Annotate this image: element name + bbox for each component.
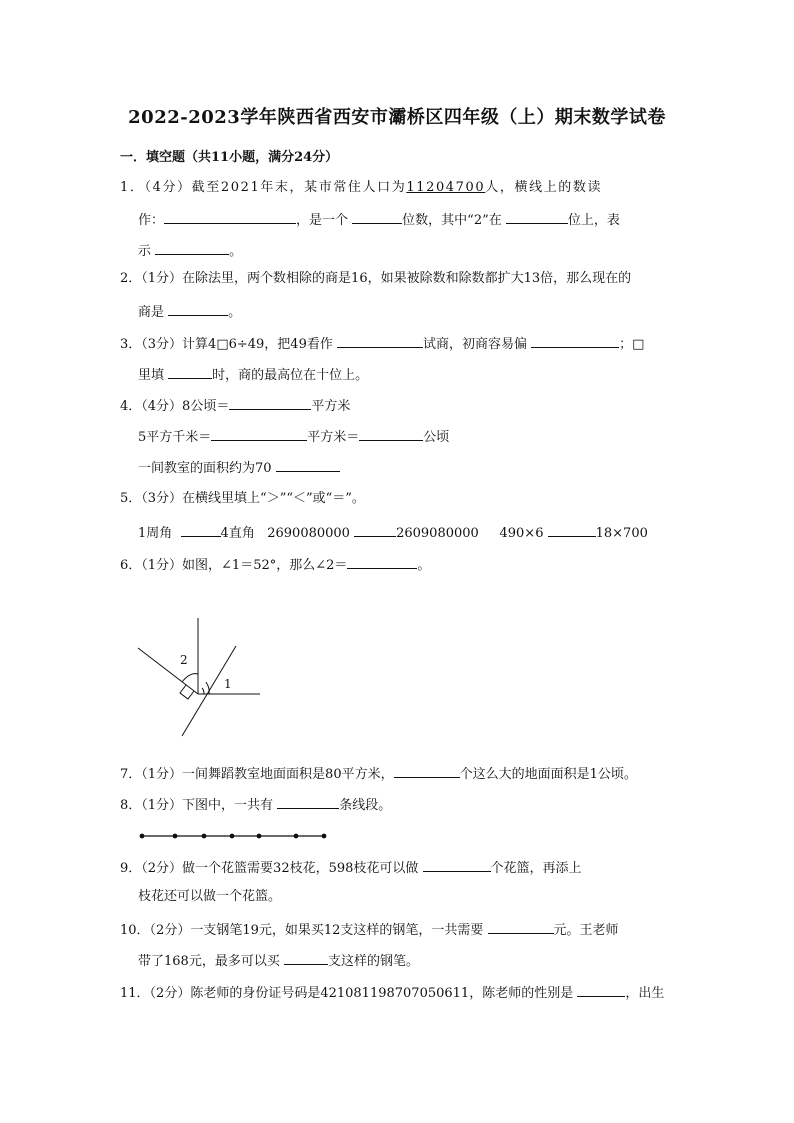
angle1-label: 1 <box>224 677 232 691</box>
q4-text-f: 一间教室的面积约为70 <box>138 461 272 476</box>
q2-blank-quotient[interactable] <box>168 301 228 316</box>
q11-line1 <box>120 982 664 1003</box>
angle2-label: 2 <box>180 653 188 667</box>
angle2-arc <box>182 674 198 682</box>
angle1-arc <box>206 682 209 694</box>
exam-title: 2022-2023学年陕西省西安市灞桥区四年级（上）期末数学试卷 <box>128 107 666 128</box>
q5-item2-left: 2690080000 <box>267 526 350 541</box>
q8-line1 <box>120 794 391 815</box>
right-angle-mark <box>180 685 194 699</box>
q1-line1 <box>120 179 602 197</box>
q10-text-b: 元。王老师 <box>553 923 619 938</box>
angle-diagram <box>130 612 270 742</box>
segment-point <box>140 834 145 839</box>
q4-blank-sqm[interactable] <box>229 395 311 410</box>
segment-point <box>202 834 207 839</box>
q7-text-a: 7．（1分）一间舞蹈教室地面面积是80平方米， <box>120 767 394 782</box>
q2-text-c: 。 <box>228 305 242 320</box>
q3-line1 <box>120 333 644 354</box>
q9-line1 <box>120 857 582 878</box>
segment-diagram <box>138 828 334 844</box>
q4-line2 <box>138 426 449 447</box>
q10-blank-total[interactable] <box>488 919 554 934</box>
q1-line2 <box>138 209 620 230</box>
q3-text-c: ；□ <box>619 337 645 352</box>
q11-text-a: 11．（2分）陈老师的身份证号码是421081198707050611，陈老师的性别是 <box>120 986 574 1001</box>
q10-blank-pens[interactable] <box>284 950 328 965</box>
q5-item2-right: 2609080000 <box>396 526 479 541</box>
segment-point <box>173 834 178 839</box>
q1-text-d: ，是一个 <box>296 213 349 228</box>
q9-line2: 枝花还可以做一个花篮。 <box>138 889 282 904</box>
q4-blank-hectare[interactable] <box>359 426 423 441</box>
q2-line1: 2．（1分）在除法里，两个数相除的商是16，如果被除数和除数都扩大13倍，那么现在的 <box>120 271 632 286</box>
q6-text-a: 6．（1分）如图，∠1＝52°，那么∠2＝ <box>120 558 348 573</box>
q4-blank-unit[interactable] <box>276 457 340 472</box>
q11-blank-gender[interactable] <box>577 982 625 997</box>
q1-text-h: 。 <box>229 244 243 259</box>
q3-text-e: 时，商的最高位在十位上。 <box>212 368 369 383</box>
section-heading: 一．填空题（共11小题，满分24分） <box>120 150 339 165</box>
q2-text-b: 商是 <box>138 305 165 320</box>
q4-text-a: 4．（4分）8公顷＝ <box>120 399 230 414</box>
q6-line1 <box>120 554 430 575</box>
q3-text-d: 里填 <box>138 368 165 383</box>
q1-text-f: 位上，表 <box>567 213 620 228</box>
q5-line1: 5．（3分）在横线里填上“＞”“＜”或“＝”。 <box>120 491 365 506</box>
q5-line2 <box>138 522 648 543</box>
q4-text-c: 5平方千米＝ <box>138 430 212 445</box>
q9-text-a: 9．（2分）做一个花篮需要32枝花，598枝花可以做 <box>120 861 419 876</box>
q10-text-d: 支这样的钢笔。 <box>327 954 419 969</box>
q1-text-b: 人，横线上的数读 <box>485 180 603 195</box>
q3-blank-bias[interactable] <box>531 333 619 348</box>
q4-line1 <box>120 395 350 416</box>
q5-blank-1[interactable] <box>181 522 221 537</box>
q1-blank-reading[interactable] <box>164 209 296 224</box>
q3-text-a: 3．（3分）计算4□6÷49，把49看作 <box>120 337 333 352</box>
q1-blank-represents[interactable] <box>155 240 229 255</box>
segment-point <box>322 834 327 839</box>
q1-text-e: 位数，其中“2”在 <box>402 213 502 228</box>
q7-blank-count[interactable] <box>394 763 460 778</box>
segment-point <box>230 834 235 839</box>
q6-blank-angle2[interactable] <box>347 554 417 569</box>
q10-text-a: 10．（2分）一支钢笔19元，如果买12支这样的钢笔，一共需要 <box>120 923 484 938</box>
q4-text-b: 平方米 <box>311 399 351 414</box>
q3-line2 <box>138 364 368 385</box>
q5-item3-right: 18×700 <box>595 526 648 541</box>
q10-line1 <box>120 919 619 940</box>
q4-blank-sqm-2[interactable] <box>211 426 307 441</box>
q5-blank-3[interactable] <box>548 522 596 537</box>
q3-text-b: 试商，初商容易偏 <box>422 337 527 352</box>
q6-text-b: 。 <box>417 558 431 573</box>
segment-point <box>257 834 262 839</box>
q8-text-b: 条线段。 <box>339 798 392 813</box>
q7-text-b: 个这么大的地面面积是1公顷。 <box>459 767 637 782</box>
q1-text-c: 作： <box>138 213 165 228</box>
q1-population-number: 11204700 <box>406 180 486 195</box>
q5-item1-right: 4直角 <box>220 526 255 541</box>
q2-line2 <box>138 301 241 322</box>
q7-line1 <box>120 763 637 784</box>
line-upper-left <box>138 648 198 694</box>
q3-blank-estimate[interactable] <box>337 333 423 348</box>
q5-item3-left: 490×6 <box>499 526 544 541</box>
q8-text-a: 8．（1分）下图中，一共有 <box>120 798 274 813</box>
q1-blank-place[interactable] <box>506 209 568 224</box>
q4-text-d: 平方米＝ <box>307 430 360 445</box>
q11-text-b: ，出生 <box>625 986 665 1001</box>
q8-blank-segments[interactable] <box>277 794 339 809</box>
q1-text-g: 示 <box>138 244 152 259</box>
q10-line2 <box>138 950 419 971</box>
segment-point <box>294 834 299 839</box>
q9-blank-baskets[interactable] <box>423 857 491 872</box>
q5-item1-left: 1周角 <box>138 526 173 541</box>
angle-arc-small <box>202 688 204 694</box>
q1-text-a: 1．（4分）截至2021年末，某市常住人口为 <box>120 180 407 195</box>
q9-text-b: 个花篮，再添上 <box>490 861 582 876</box>
q4-line3 <box>138 457 340 478</box>
q1-line3 <box>138 240 242 261</box>
q10-text-c: 带了168元，最多可以买 <box>138 954 280 969</box>
q3-blank-digit[interactable] <box>168 364 212 379</box>
q4-text-e: 公顷 <box>423 430 450 445</box>
q5-blank-2[interactable] <box>354 522 396 537</box>
q1-blank-digits[interactable] <box>352 209 402 224</box>
